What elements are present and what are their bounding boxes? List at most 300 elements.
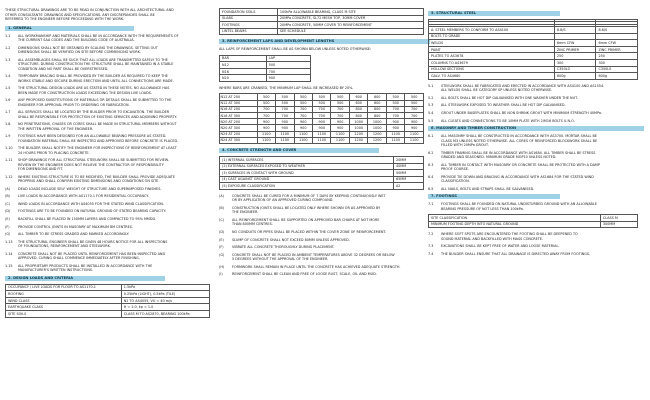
clause-line: THE STRUCTURAL DESIGN LOADS ARE AS STATED IN THESE NOTES. NO ALLOWANCE HAS (18, 86, 170, 91)
table-cell: N20 AT 200 (220, 119, 258, 125)
clause-text (18, 110, 210, 119)
table-cell: 800 (368, 113, 386, 119)
clause-line: DIMENSIONS SHALL NOT BE OBTAINED BY SCALING THE DRAWINGS. SETTING OUT (18, 45, 158, 50)
table-cell: SLABS (220, 15, 278, 22)
table-cell: 50MM (393, 170, 423, 177)
clause (428, 202, 638, 211)
materials-table (219, 8, 424, 35)
section-heading-masonry: 6. MASONRY AND TIMBER CONSTRUCTION (428, 126, 644, 131)
concrete-cover-table (219, 156, 424, 190)
table-cell: 500 (276, 94, 294, 100)
table-cell: 1200 (349, 137, 367, 143)
clause (5, 252, 210, 261)
table-cell: 500 (266, 62, 311, 69)
text-line: REFERRED TO THE ENGINEER BEFORE PROCEEDING WITH THE WORK. (5, 17, 125, 22)
steel-clauses (428, 84, 638, 123)
table-cell: GALV. TO AS4680 (429, 73, 555, 80)
table-cell: 700 (266, 68, 311, 75)
clause (219, 245, 424, 249)
clause-text (18, 146, 210, 155)
notes-column-3 (428, 8, 638, 259)
clause (5, 34, 210, 43)
table-cell: EARTHQUAKE CLASS (6, 304, 122, 311)
clause-text (18, 209, 210, 213)
table-row (429, 221, 638, 228)
table-cell: N2 TO AS4055, VU = 40 m/s (121, 297, 209, 304)
table-cell: 500 (331, 100, 349, 106)
table-cell: (5) EXPOSURE CLASSIFICATION (220, 183, 394, 190)
clause-line: FILLED WITH 20MPa GROUT. (441, 142, 489, 147)
clause (5, 232, 210, 236)
table-cell: OCCUPANCY / LIVE LOADS FOR FLOOR TO AS1170.1 (6, 284, 122, 291)
table-cell: 6mm CFW (596, 40, 638, 47)
table-cell: 1100 (313, 137, 331, 143)
clause-number: 7.1 (428, 202, 434, 207)
table-cell (554, 33, 596, 40)
clause-number: 1.11 (5, 158, 13, 163)
clause-line: FOOTINGS HAVE BEEN DESIGNED FOR AN ALLOWABLE BEARING PRESSURE AS STATED. (18, 134, 167, 139)
clause-line: OF FOUNDATIONS, REINFORCEMENT AND STEELWORK. (18, 244, 111, 249)
text-line: THESE STRUCTURAL DRAWINGS ARE TO BE READ IN CONJUNCTION WITH ALL ARCHITECTURAL AND (5, 8, 174, 12)
clause-line: BEARING PRESSURE OF NOT LESS THAN 100kPa. (441, 206, 524, 211)
clause (5, 46, 210, 55)
table-cell: 700 (405, 113, 424, 119)
table-cell: N24 AT 300 (220, 137, 258, 143)
clause (428, 134, 638, 147)
table-cell: 700 (386, 106, 404, 112)
table-cell: 700 (294, 113, 312, 119)
clause-number: 1.2 (5, 45, 11, 50)
table-cell: SITE CLASSIFICATION (429, 215, 601, 222)
clause-line: BACKFILL SHALL BE PLACED IN 150MM LAYERS AND COMPACTED TO 95% MMDD. (18, 216, 157, 221)
clause-line: FORMWORK SHALL REMAIN IN PLACE UNTIL THE CONCRETE HAS ACHIEVED ADEQUATE STRENGTH. (232, 264, 401, 269)
table-cell: 700 (257, 113, 275, 119)
clause-number: 6.1 (428, 134, 434, 139)
table-cell: 600 (368, 100, 386, 106)
table-row (220, 183, 424, 190)
clause-text (18, 194, 210, 198)
clause-number: 7.3 (428, 244, 434, 249)
table-cell: 250 (596, 53, 638, 60)
clause-number: (C) (219, 217, 225, 222)
clause-text (441, 96, 638, 100)
table-cell: 1100 (257, 137, 275, 143)
clause-text (232, 230, 424, 234)
clause (428, 119, 638, 123)
clause-line: WORKS STABLE AND SECURE DURING ERECTION AND UNTIL ALL CONNECTIONS ARE MADE. (18, 78, 174, 83)
clause (5, 122, 210, 131)
clause-line: OR BY APPLICATION OF AN APPROVED CURING COMPOUND. (232, 198, 334, 203)
clause (5, 187, 210, 191)
table-cell: 20MPa CONCRETE, 50MM COVER TO REINFORCEMENT (277, 22, 423, 29)
table-row (220, 22, 424, 29)
table-cell: 500 (313, 100, 331, 106)
clause (5, 217, 210, 221)
clause-text (18, 187, 210, 191)
clause (5, 264, 210, 273)
clause-line: CONCRETE SHALL NOT BE PLACED IN AMBIENT TEMPERATURES ABOVE 32 DEGREES OR BELOW (232, 252, 395, 257)
clause-text (441, 84, 638, 93)
table-cell: ZINC PRIMER (554, 46, 596, 53)
clause-text (441, 244, 638, 248)
table-row (429, 215, 638, 222)
table-cell: 1100 (386, 137, 404, 143)
footing-table (428, 214, 638, 228)
table-cell: 1000 (349, 125, 367, 131)
table-cell: (2) EXTERNAL SURFACES EXPOSED TO WEATHER (220, 163, 394, 170)
table-row (6, 297, 210, 304)
clause-line: NO CONDUITS OR PIPES SHALL BE PLACED WITHIN THE COVER ZONE OF REINFORCEMENT. (232, 229, 387, 234)
clause (428, 84, 638, 93)
table-row (220, 9, 424, 16)
table-cell: 1100 (386, 131, 404, 137)
clause-line: ALL WELDS SHALL BE CATEGORY SP UNLESS NOTED OTHERWISE. (441, 88, 553, 93)
clause (5, 134, 210, 143)
clause-line: STRUCTURE. DURING CONSTRUCTION THE STRUCTURE SHALL BE MAINTAINED IN A STABLE (18, 62, 174, 67)
table-cell: 900 (294, 125, 312, 131)
table-row (6, 291, 210, 298)
table-cell: SITE SOILS (6, 311, 122, 318)
table-row (220, 176, 424, 183)
lap-length-table (219, 93, 424, 144)
table-cell: 800 (368, 106, 386, 112)
clause-text (18, 34, 210, 43)
table-row (429, 66, 638, 73)
table-cell: 700 (276, 106, 294, 112)
table-cell: 1100 (405, 137, 424, 143)
clause-line: BEEN MADE FOR CONSTRUCTION LOADS EXCEEDING THE DESIGN LIVE LOADS. (18, 90, 152, 95)
table-cell: 700 (331, 106, 349, 112)
clause-line: WIND LOADS IN ACCORDANCE WITH AS4055 FOR THE STATED WIND CLASSIFICATION. (18, 201, 165, 206)
clause-number: 1.9 (5, 134, 11, 139)
clause-line: ALL TIMBER TO BE STRESS GRADED AND MARKED ACCORDINGLY. (18, 232, 130, 237)
clause-line: ALL PROPRIETARY PRODUCTS SHALL BE INSTALLED IN ACCORDANCE WITH THE (18, 263, 153, 268)
clause-line: NO PENETRATIONS, CHASES OR CORES SHALL BE MADE IN STRUCTURAL MEMBERS WITHOUT (18, 122, 177, 127)
table-cell: N16 AT 200 (220, 106, 258, 112)
table-cell: C350L0 (554, 66, 596, 73)
table-cell: N20 AT 300 (220, 125, 258, 131)
table-row (220, 28, 424, 35)
text-line: OTHER CONSULTANTS' DRAWINGS AND SPECIFICATIONS. ANY DISCREPANCIES SHALL BE (5, 12, 155, 17)
clause (5, 209, 210, 213)
table-cell: 1100 (294, 131, 312, 137)
table-cell: C350L0 (596, 66, 638, 73)
clause (428, 187, 638, 191)
clause-text (441, 175, 638, 184)
table-cell: 600 (349, 94, 367, 100)
clause-line: EXCAVATIONS SHALL BE KEPT FREE OF WATER AND LOOSE MATERIAL. (441, 244, 560, 249)
footing-clauses-cont (428, 232, 638, 256)
table-cell: 900 (405, 125, 424, 131)
clause-line: ENGINEER FOR APPROVAL PRIOR TO ORDERING OR FABRICATION. (18, 102, 130, 107)
table-row (429, 40, 638, 47)
table-row (220, 15, 424, 22)
clause-number: (F) (5, 224, 10, 229)
table-cell: 8.8/S (596, 27, 638, 34)
clause-line: THE WRITTEN APPROVAL OF THE ENGINEER. (18, 126, 94, 131)
clause-number: 5.4 (428, 110, 434, 115)
clause-line: 5 DEGREES WITHOUT THE APPROVAL OF THE ENGINEER. (232, 257, 329, 262)
table-cell: 600g (596, 73, 638, 80)
clause-number: 1.13 (5, 239, 13, 244)
table-cell: 1200 (349, 131, 367, 137)
clause-number: (E) (219, 237, 224, 242)
general-clauses-cont (5, 240, 210, 273)
table-row (6, 304, 210, 311)
clause-line: WHERE EXISTING STRUCTURE IS TO BE MODIFIED, THE BUILDER SHALL PROVIDE ADEQUATE (18, 174, 176, 179)
notes-column-2 (219, 8, 424, 280)
clause-line: ALL SERVICES SHALL BE LOCATED BY THE BUILDER PRIOR TO EXCAVATION. THE BUILDER (18, 110, 170, 115)
clause-text (232, 194, 424, 203)
clause-text (441, 134, 638, 147)
clause-number: 1.1 (5, 33, 11, 38)
clause-line: MANUFACTURER'S WRITTEN INSTRUCTIONS. (18, 268, 94, 273)
table-cell: 1100 (313, 131, 331, 137)
table-cell: 700 (386, 113, 404, 119)
table-cell: 300 (554, 60, 596, 67)
clause-line: THE BUILDER SHALL NOTIFY THE ENGINEER FOR INSPECTIONS OF REINFORCEMENT AT LEAST (18, 146, 177, 151)
clause-text (18, 240, 210, 249)
clause (428, 232, 638, 241)
clause-line: THE STRUCTURAL ENGINEER SHALL BE GIVEN 48 HOURS NOTICE FOR ALL INSPECTIONS (18, 239, 168, 244)
table-cell: 700 (276, 113, 294, 119)
lap-summary-table (219, 55, 311, 82)
clause-line: GRADED AND SEASONED. MINIMUM GRADE MGP10 UNLESS NOTED. (441, 154, 557, 159)
footing-clauses (428, 202, 638, 211)
section-heading-concrete: 4. CONCRETE STRENGTH AND COVER (219, 148, 379, 153)
clause-line: TEMPORARY BRACING SHALL BE PROVIDED BY THE BUILDER AS REQUIRED TO KEEP THE (18, 74, 168, 79)
table-cell: 1100 (276, 137, 294, 143)
clause (5, 110, 210, 119)
clause-number: 1.12 (5, 174, 13, 179)
clause (5, 58, 210, 71)
section-heading-footings: 7. FOOTINGS (428, 194, 560, 199)
table-cell: 500 (257, 100, 275, 106)
table-row (6, 311, 210, 318)
table-cell: 100kPa ALLOWABLE BEARING, CLASS M SITE (277, 9, 423, 16)
table-row (429, 46, 638, 53)
table-cell: 900 (276, 125, 294, 131)
table-cell: A2 (393, 183, 423, 190)
table-cell: 500 (257, 94, 275, 100)
table-row (429, 27, 638, 34)
clause-text (441, 119, 638, 123)
clause (5, 98, 210, 107)
table-cell: 250 (554, 53, 596, 60)
table-cell: 900 (313, 125, 331, 131)
table-cell: 900 (331, 125, 349, 131)
clause-text (232, 206, 424, 215)
table-cell: ZINC PRIMER (596, 46, 638, 53)
table-cell: 500 (276, 100, 294, 106)
table-cell: 900 (386, 119, 404, 125)
clause-text (441, 111, 638, 115)
clause-number: (G) (219, 252, 225, 257)
clause-text (18, 202, 210, 206)
table-row (220, 55, 311, 62)
table-cell: 1000 (368, 119, 386, 125)
table-cell: BOLTS TO GRADE (429, 33, 555, 40)
clause-number: (I) (219, 272, 223, 277)
clause-number: (E) (5, 216, 10, 221)
section-heading-steel: 5. STRUCTURAL STEEL (428, 11, 560, 16)
concrete-clauses-cont (219, 253, 424, 277)
clause-text (441, 103, 638, 107)
clause (428, 111, 638, 115)
clause-text (441, 151, 638, 160)
table-cell: WELDS (429, 40, 555, 47)
table-cell: 8.8/S (554, 27, 596, 34)
table-cell: 600 (368, 94, 386, 100)
clause-line: ALL ASSEMBLAGES SHALL BE SUCH THAT ALL LOADS ARE TRANSMITTED SAFELY TO THE (18, 57, 168, 62)
clause-number: 5.1 (428, 83, 434, 88)
table-cell: (1) INTERNAL SURFACES (220, 157, 394, 164)
clause-line: WHERE SOFT SPOTS ARE ENCOUNTERED THE FOOTING SHALL BE DEEPENED TO (441, 232, 578, 237)
table-cell: N24 AT 200 (220, 131, 258, 137)
table-cell: 0.25kPa (LIGHT), 0.5kPa (TILE) (121, 291, 209, 298)
table-cell: 1200 (368, 137, 386, 143)
clause-number: 1.14 (5, 251, 13, 256)
clause-text (18, 86, 210, 95)
clause-text (18, 58, 210, 71)
table-cell: 900 (276, 119, 294, 125)
section-heading-general: 1. GENERAL (5, 26, 134, 31)
table-cell: 800 (349, 113, 367, 119)
clause-number: (H) (219, 264, 225, 269)
table-row (220, 68, 311, 75)
clause-line: FOOTINGS SHALL BE FOUNDED ON NATURAL UNDISTURBED GROUND WITH AN ALLOWABLE (441, 202, 597, 207)
clause-text (232, 218, 424, 227)
clause (219, 253, 424, 262)
clause (219, 230, 424, 234)
clause-line: ALL WORKMANSHIP AND MATERIALS SHALL BE IN ACCORDANCE WITH THE REQUIREMENTS OF (18, 33, 179, 38)
clause-number: 6.5 (428, 186, 434, 191)
clause-line: CONDITION AND NO PART SHALL BE OVERSTRESSED. (18, 66, 109, 71)
table-cell: (3) SURFACES IN CONTACT WITH GROUND (220, 170, 394, 177)
clause-line: ALL MASONRY SHALL BE CONSTRUCTED IN ACCORDANCE WITH AS3700. MORTAR SHALL BE (441, 134, 597, 139)
table-row (429, 60, 638, 67)
clause-text (18, 217, 210, 221)
notes-column-1 (5, 8, 210, 322)
clause (219, 206, 424, 215)
table-cell: 500 (386, 100, 404, 106)
clause-text (18, 175, 210, 184)
clause-line: ANY PROPOSED SUBSTITUTIONS OF MATERIALS OR DETAILS SHALL BE SUBMITTED TO THE (18, 98, 172, 103)
clause-line: PROVIDE TIE DOWN AND BRACING IN ACCORDANCE WITH AS1684 FOR THE STATED WIND (441, 174, 594, 179)
table-cell: 900 (294, 119, 312, 125)
clause-number: (C) (5, 201, 11, 206)
clause-text (232, 265, 424, 269)
clause (5, 240, 210, 249)
clause-line: ALL BOLTS SHALL BE HOT DIP GALVANISED WITH ONE WASHER UNDER THE NUT. (441, 95, 578, 100)
table-cell: 1100 (331, 131, 349, 137)
steel-table (428, 19, 638, 80)
table-row (429, 33, 638, 40)
table-cell: 65MM (393, 176, 423, 183)
table-cell: 300 (596, 60, 638, 67)
table-cell: 900 (257, 125, 275, 131)
clause (5, 225, 210, 229)
table-cell: 1100 (257, 131, 275, 137)
clause-line: VIBRATE ALL CONCRETE THOROUGHLY DURING PLACEMENT. (232, 245, 335, 250)
section-heading-laps: 3. REINFORCEMENT LAPS AND DEVELOPMENT LENGTHS (219, 39, 430, 44)
table-cell: 700 (257, 106, 275, 112)
clause-text (441, 232, 638, 241)
clause-line: TIMBER FRAMING SHALL BE IN ACCORDANCE WITH AS1684. ALL TIMBER SHALL BE STRESS (441, 150, 596, 155)
table-row (220, 163, 424, 170)
section-heading-design-loads: 2. DESIGN LOADS AND CRITERIA (5, 276, 165, 281)
table-cell: N16 (220, 68, 267, 75)
table-cell: CLASS M TO AS2870, BEARING 100kPa (121, 311, 209, 318)
clause-text (441, 202, 638, 211)
clause-text (441, 163, 638, 172)
clause-number: (F) (219, 245, 224, 250)
table-cell: 800 (349, 106, 367, 112)
clause-line: ALL NAILS, BOLTS AND STRAPS SHALL BE GALVANISED. (441, 186, 535, 191)
table-cell: 700 (331, 113, 349, 119)
table-cell: PAINT (429, 46, 555, 53)
clause-line: APPROVED. CURING SHALL COMMENCE IMMEDIATELY AFTER FINISHING. (18, 256, 140, 261)
clause-line: FOOTINGS ARE TO BE FOUNDED ON NATURAL GROUND OF STATED BEARING CAPACITY. (18, 209, 167, 214)
table-cell: CLASS M (600, 215, 637, 222)
table-cell: BAR (220, 55, 267, 62)
table-row (6, 284, 210, 291)
table-cell: 1200 (368, 131, 386, 137)
table-cell: (4) CAST AGAINST GROUND (220, 176, 394, 183)
clause-text (232, 253, 424, 262)
clause-number: 7.2 (428, 232, 434, 237)
table-row (220, 137, 424, 143)
masonry-clauses (428, 134, 638, 191)
table-cell: 500 (313, 94, 331, 100)
clause-line: CONSTRUCTION JOINTS SHALL BE LOCATED ONLY WHERE SHOWN OR AS APPROVED BY (232, 205, 381, 210)
laps-note: ALL LAPS OF REINFORCEMENT SHALL BE AS SHOWN BELOW UNLESS NOTED OTHERWISE: (219, 47, 372, 52)
clause-text (232, 272, 424, 276)
clause-line: CONCRETE SHALL NOT BE PLACED UNTIL REINFORCEMENT HAS BEEN INSPECTED AND (18, 251, 166, 256)
clause-line: DEAD LOADS INCLUDE SELF WEIGHT OF STRUCTURE AND SUPERIMPOSED FINISHES. (18, 186, 162, 191)
clause-number: 1.10 (5, 146, 13, 151)
table-cell: 600g (554, 73, 596, 80)
table-cell: 900 (331, 119, 349, 125)
clause-line: CLASSIFICATION. (441, 178, 470, 183)
table-cell: 500 (405, 94, 424, 100)
clause-number: 1.7 (5, 110, 11, 115)
load-list (5, 187, 210, 237)
clause-line: PROOF COURSE. (441, 166, 470, 171)
table-cell: 600 (349, 100, 367, 106)
table-cell: 1100 (405, 131, 424, 137)
clause-text (18, 74, 210, 83)
table-cell: 1000 (349, 119, 367, 125)
clause (219, 265, 424, 269)
clause-number: 7.4 (428, 251, 434, 256)
table-cell: N16 AT 300 (220, 113, 258, 119)
table-cell: 1000 (368, 125, 386, 131)
table-cell: 700 (313, 106, 331, 112)
clause-line: REINFORCEMENT SHALL BE CLEAN AND FREE OF LOOSE RUST, SCALE, OIL AND MUD. (232, 272, 377, 277)
clause-line: CLASS M3 UNLESS NOTED OTHERWISE. ALL CORES OF REINFORCED BLOCKWORK SHALL BE (441, 138, 598, 143)
table-cell: 1100 (331, 137, 349, 143)
clause-line: SHOP DRAWINGS FOR ALL STRUCTURAL STEELWORK SHALL BE SUBMITTED FOR REVIEW. (18, 158, 169, 163)
clause (5, 175, 210, 184)
clause (428, 96, 638, 100)
clause-text (18, 158, 210, 171)
concrete-clauses (219, 194, 424, 250)
table-cell: 900 (405, 119, 424, 125)
table-cell: HOLLOW SECTIONS (429, 66, 555, 73)
table-cell: 700 (313, 113, 331, 119)
table-cell: FOUNDATION SOILS (220, 9, 278, 16)
